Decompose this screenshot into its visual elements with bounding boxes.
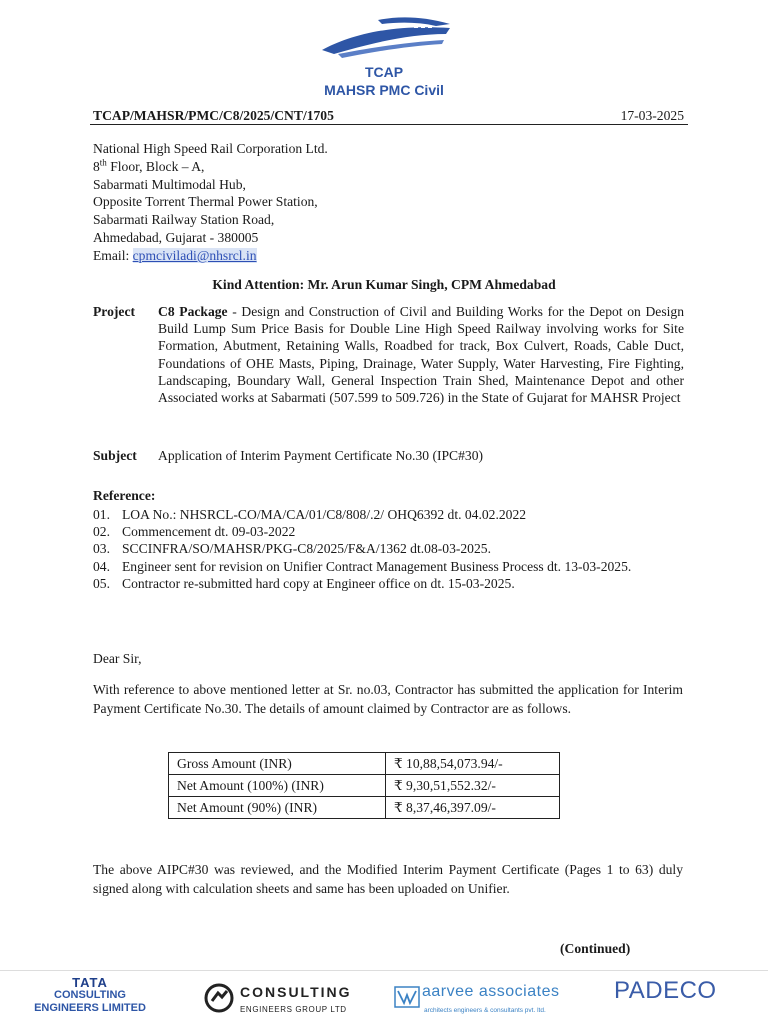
bullet-train-logo-icon	[318, 14, 454, 58]
aarvee-emblem-icon	[394, 986, 420, 1008]
table-row	[169, 753, 560, 775]
address-line: Ahmedabad, Gujarat - 380005	[93, 229, 259, 245]
list-item: 01. LOA No.: NHSRCL-CO/MA/CA/01/C8/808/.2/ OHQ6392 dt. 04.02.2022	[93, 507, 527, 522]
table-row	[169, 775, 560, 797]
address-line: Opposite Torrent Thermal Power Station,	[93, 194, 318, 210]
list-item: 03. SCCINFRA/SO/MAHSR/PKG-C8/2025/F&A/1362 dt.08-03-2025.	[93, 541, 491, 557]
subject-text: Application of Interim Payment Certificate No.30 (IPC#30)	[158, 448, 484, 463]
project-title: C8 Package	[158, 304, 228, 319]
amount-value: ₹ 9,30,51,552.32/-	[386, 775, 560, 797]
aarvee-logo-name: aarvee associates	[422, 983, 560, 1000]
subject-label: Subject	[93, 448, 137, 463]
padeco-logo: PADECO	[614, 977, 717, 1004]
kind-attention: Kind Attention: Mr. Arun Kumar Singh, CPM Ahmedabad	[212, 277, 556, 292]
list-item: 02. Commencement dt. 09-03-2022	[93, 524, 296, 540]
body-paragraph: The above AIPC#30 was reviewed, and the Modified Interim Payment Certificate (Pages 1 to 63) duly signed along with calculation sheets and same has been uploaded on Unifier.	[93, 862, 683, 896]
continued-note: (Continued)	[560, 941, 631, 956]
reference-list	[93, 506, 683, 592]
address-line: 8th Floor, Block – A,	[93, 157, 205, 174]
salutation: Dear Sir,	[93, 651, 142, 666]
aarvee-logo-subtitle: architects engineers & consultants pvt. ltd.	[424, 1007, 546, 1014]
amount-table	[168, 752, 560, 819]
ceg-logo-subtitle: ENGINEERS GROUP LTD	[240, 1005, 347, 1014]
ceg-logo-name: CONSULTING	[240, 984, 352, 1000]
table-row	[169, 797, 560, 819]
amount-label: Net Amount (100%) (INR)	[169, 775, 386, 797]
letter-date: 17-03-2025	[620, 108, 684, 123]
list-item: 05. Contractor re-submitted hard copy at Engineer office on dt. 15-03-2025.	[93, 575, 515, 591]
logo-subtitle: MAHSR PMC Civil	[324, 82, 444, 98]
address-line: Sabarmati Railway Station Road,	[93, 212, 275, 228]
logo-title: TCAP	[364, 64, 404, 80]
header-divider	[90, 124, 688, 125]
tcs-logo: TATA CONSULTING ENGINEERS LIMITED	[34, 975, 146, 1014]
email-link[interactable]: cpmciviladi@nhsrcl.in	[132, 247, 257, 263]
amount-value: ₹ 10,88,54,073.94/-	[386, 753, 560, 775]
recipient-address	[93, 140, 328, 265]
body-paragraph: With reference to above mentioned letter at Sr. no.03, Contractor has submitted the application for Interim Payment Certificate No.30. The details of amount claimed by Contractor are as follows.	[93, 682, 683, 716]
footer-divider	[0, 970, 768, 971]
address-email-line: Email: cpmciviladi@nhsrcl.in	[93, 247, 257, 263]
ceg-emblem-icon	[204, 983, 234, 1013]
address-line: Sabarmati Multimodal Hub,	[93, 176, 246, 192]
amount-value: ₹ 8,37,46,397.09/-	[386, 797, 560, 819]
letter-reference-number: TCAP/MAHSR/PMC/C8/2025/CNT/1705	[93, 108, 334, 123]
address-line: National High Speed Rail Corporation Ltd.	[93, 141, 328, 156]
project-label: Project	[93, 304, 136, 319]
reference-heading: Reference:	[93, 488, 156, 503]
project-description: C8 Package - Design and Construction of Civil and Building Works for the Depot on Design Build Lump Sum Price Basis for Double Line High Speed Railway involving works for Site Formation, Abutment, Retaining Walls, Roadbed for track, Box Culvert, Roads, Cable Duct, Foundations of OHE Masts, Piping, Drainage, Water Supply, Water Harvesting, Fire Fighting, Landscaping, Boundary Wall, General Inspection Train Shed, Maintenance Depot and other Associated works at Sabarmati (507.599 to 509.726) in the State of Gujarat for MAHSR Project	[158, 304, 684, 406]
amount-label: Gross Amount (INR)	[169, 753, 386, 775]
list-item: 04. Engineer sent for revision on Unifier Contract Management Business Process dt. 13-03-2025.	[93, 558, 632, 574]
amount-label: Net Amount (90%) (INR)	[169, 797, 386, 819]
